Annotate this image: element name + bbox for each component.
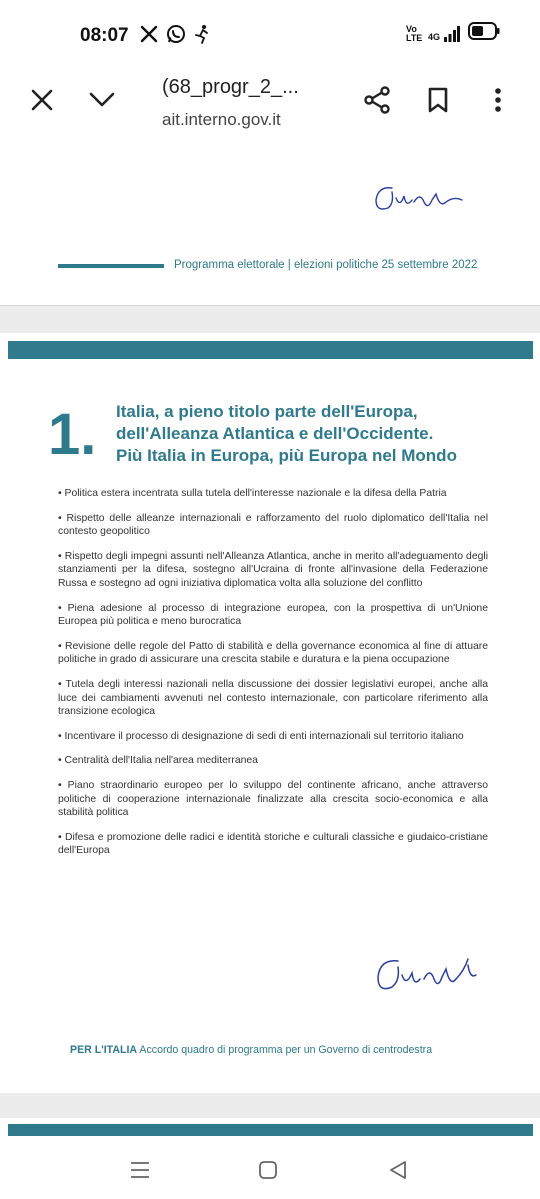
- list-item: • Difesa e promozione delle radici e identità storiche e culturali classiche e giudaico-cristiane dell'Europa: [58, 831, 488, 857]
- list-item: • Rispetto delle alleanze internazionali e rafforzamento del ruolo diplomatico dell'Italia nel contesto geopolitico: [58, 512, 488, 538]
- recents-button[interactable]: [120, 1152, 160, 1192]
- document-title[interactable]: (68_progr_2_...: [162, 76, 299, 98]
- status-bar: [0, 0, 540, 70]
- activity-icon: [194, 24, 210, 49]
- whatsapp-icon: [166, 24, 186, 49]
- header-band: [8, 341, 533, 359]
- list-item: • Revisione delle regole del Patto di stabilità e della governance economica al fine di attuare politiche in grado di assicurare una crescita stabile e duratura e la piena occupazione: [58, 640, 488, 666]
- back-icon: [389, 1160, 407, 1185]
- recents-icon: [130, 1161, 150, 1184]
- back-button[interactable]: [378, 1152, 418, 1192]
- signal-4g-icon: 4G: [428, 26, 460, 42]
- bullet-list: [58, 487, 488, 869]
- bookmark-button[interactable]: [416, 80, 460, 124]
- share-icon: [363, 86, 391, 119]
- browser-toolbar: [0, 70, 540, 142]
- collapse-button[interactable]: [80, 80, 124, 124]
- pdf-page-previous[interactable]: [0, 142, 540, 306]
- chapter-number: 1.: [48, 402, 97, 467]
- list-item: • Piena adesione al processo di integrazione europea, con la prospettiva di un'Unione Europea più politica e meno burocratica: [58, 602, 488, 628]
- battery-icon: [468, 22, 500, 45]
- list-item: • Rispetto degli impegni assunti nell'Alleanza Atlantica, anche in merito all'adeguamento degli stanziamenti per la difesa, sostegno all'Ucraina di fronte all'invasione della Federazione Russa e sostegno ad ogni iniziativa diplomatica volta alla soluzione del conflitto: [58, 550, 488, 589]
- home-button[interactable]: [248, 1152, 288, 1192]
- list-item: • Incentivare il processo di designazione di sedi di enti internazionali sul territorio italiano: [58, 730, 464, 742]
- chevron-down-icon: [89, 92, 115, 113]
- footer-rule: [58, 264, 164, 268]
- page-footer: PER L'ITALIA Accordo quadro di programma per un Governo di centrodestra: [70, 1044, 433, 1056]
- status-time: 08:07: [80, 25, 129, 46]
- chapter-title: Italia, a pieno titolo parte dell'Europa, dell'Alleanza Atlantica e dell'Occidente. Più Italia in Europa, più Europa nel Mondo: [116, 402, 457, 465]
- list-item: • Piano straordinario europeo per lo sviluppo del continente africano, anche attraverso politiche di cooperazione internazionale finalizzate alla crescita socio-economica e alla stabilità politica: [58, 779, 488, 819]
- pdf-page-next[interactable]: [0, 1118, 540, 1142]
- header-band: [8, 1124, 533, 1136]
- home-icon: [258, 1160, 278, 1185]
- bookmark-icon: [427, 87, 449, 118]
- volte-label: Vo LTE: [405, 23, 423, 43]
- list-item: • Politica estera incentrata sulla tutela dell'interesse nazionale e la difesa della Patria: [58, 488, 447, 499]
- more-vert-icon: [494, 87, 502, 118]
- close-icon: [31, 89, 53, 116]
- close-button[interactable]: [20, 80, 64, 124]
- share-button[interactable]: [355, 80, 399, 124]
- list-item: • Tutela degli interessi nazionali nella discussione dei dossier legislativi europei, anche alla luce dei cambiamenti avvenuti nel contesto internazionale, con particolare riferimento alla transizione ecologica: [58, 678, 488, 718]
- page-url[interactable]: ait.interno.gov.it: [162, 110, 281, 129]
- list-item: • Centralità dell'Italia nell'area mediterranea: [58, 755, 258, 767]
- signature-image: [372, 949, 482, 1004]
- signature-image: [370, 178, 466, 223]
- pdf-page-current[interactable]: [0, 333, 540, 1093]
- x-logo-icon: [140, 25, 158, 48]
- more-options-button[interactable]: [476, 80, 520, 124]
- system-nav-bar: [0, 1142, 540, 1199]
- page-footer-text: Programma elettorale | elezioni politiche 25 settembre 2022: [174, 259, 478, 271]
